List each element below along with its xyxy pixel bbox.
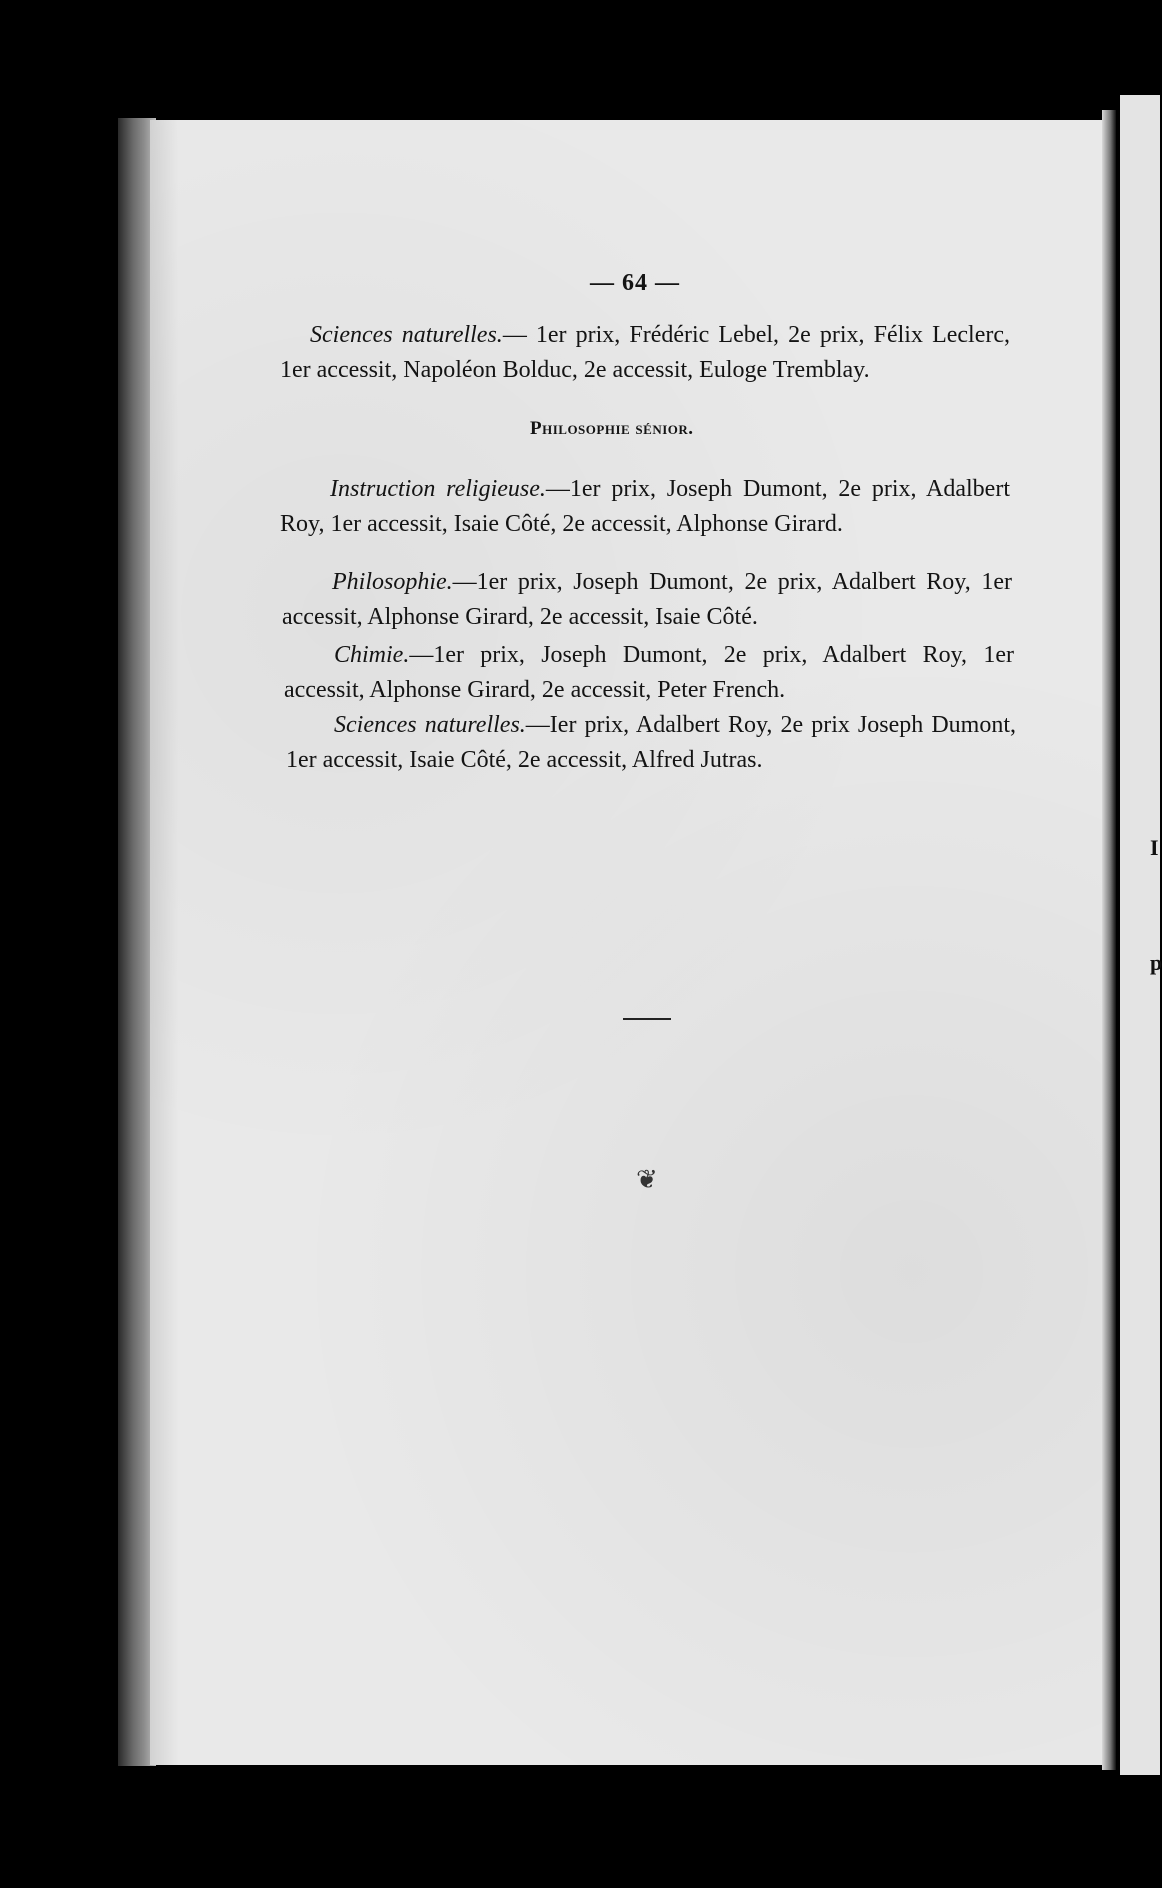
paragraph-lead: Philosophie. [332,569,453,595]
paragraph-body: —1er prix, Joseph Dumont, 2e prix, Adalbert Roy, 1er accessit, Alphonse Girard, 2e accessit, Isaie Côté. [282,569,1012,630]
adjacent-page-fragment: p [1150,950,1162,975]
paragraph-body: —1er prix, Joseph Dumont, 2e prix, Adalbert Roy, 1er accessit, Isaie Côté, 2e accessit, Alphonse Girard. [280,476,1010,537]
paragraph-instruction-religieuse [280,472,1010,542]
paragraph-chimie [284,638,1014,708]
paragraph-body: —1er prix, Joseph Dumont, 2e prix, Adalbert Roy, 1er accessit, Alphonse Girard, 2e accessit, Peter French. [284,642,1014,703]
adjacent-page [1120,95,1160,1775]
ornament-icon: ❦ [636,1165,658,1194]
section-heading: Philosophie sénior. [530,418,694,439]
paragraph-sciences-naturelles-junior [280,318,1010,388]
page-gutter [1102,110,1116,1770]
paragraph-lead: Sciences naturelles. [310,322,503,348]
page-number: — 64 — [590,270,680,296]
adjacent-page-fragment: I [1150,835,1159,860]
paragraph-lead: Instruction religieuse. [330,476,546,502]
paragraph-lead: Chimie. [334,642,410,668]
paragraph-philosophie [282,565,1012,635]
paragraph-body: —Ier prix, Adalbert Roy, 2e prix Joseph Dumont, 1er accessit, Isaie Côté, 2e accessit, Alfred Jutras. [286,712,1017,773]
paragraph-lead: Sciences naturelles. [334,712,526,738]
paragraph-sciences-naturelles-senior [286,708,1016,778]
end-rule [623,1018,671,1020]
paragraph-body: — 1er prix, Frédéric Lebel, 2e prix, Félix Leclerc, 1er accessit, Napoléon Bolduc, 2e accessit, Euloge Tremblay. [280,322,1010,383]
